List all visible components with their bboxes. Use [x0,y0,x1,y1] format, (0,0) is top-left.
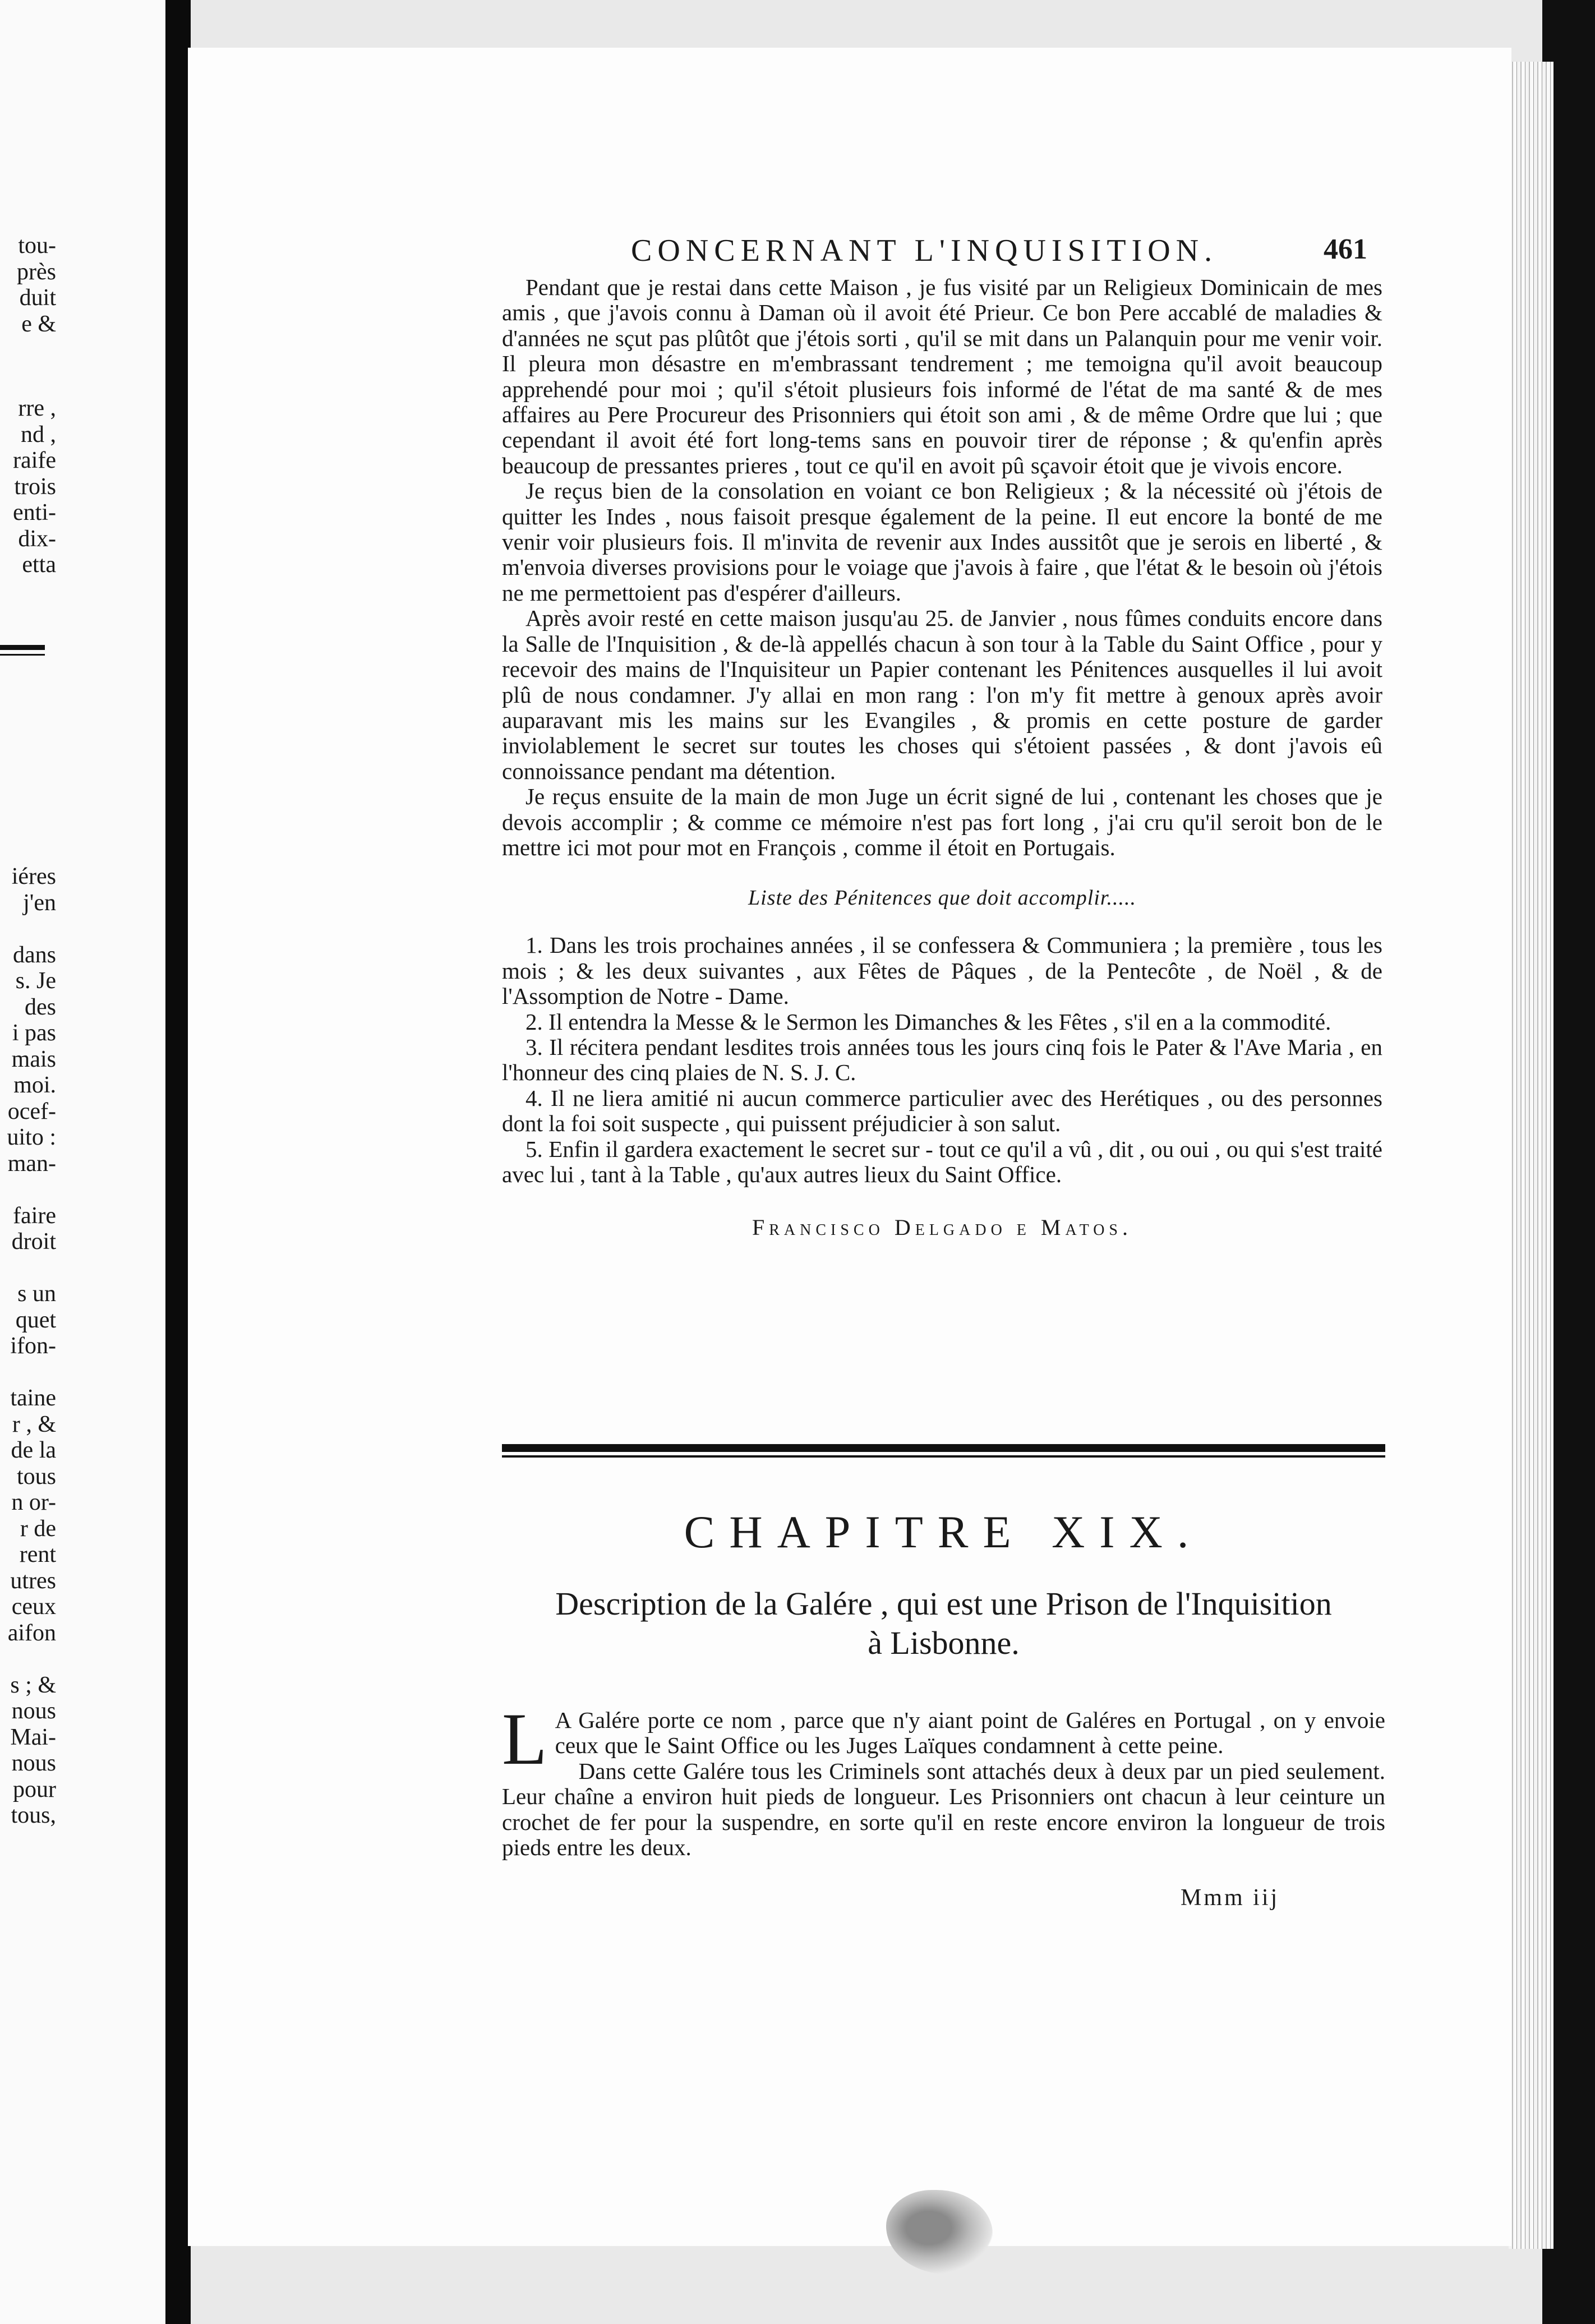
facing-line: dans [13,942,56,968]
facing-page-lines-top [0,233,56,337]
facing-line: près [17,259,56,285]
facing-line: n or- [11,1490,56,1515]
facing-page-fragment [0,0,168,2324]
page-edges [1509,62,1553,2249]
facing-line: rent [19,1542,56,1567]
chapter-title-line2: à Lisbonne. [868,1625,1020,1661]
facing-line: utres [10,1567,56,1594]
signature: Francisco Delgado e Matos. [752,1215,1132,1241]
penance-item: 2. Il entendra la Messe & le Sermon les Dimanches & les Fêtes , s'il en a la commodité. [525,1008,1331,1035]
facing-line: nd , [21,421,56,448]
facing-line: r de [20,1515,56,1542]
chapter-title-line1: Description de la Galére , qui est une Prison de l'Inquisition [555,1585,1332,1622]
facing-page-lines-mid [0,395,56,578]
facing-line: enti- [13,500,56,525]
chapter-body [502,1698,1385,1861]
facing-line: de la [11,1437,56,1463]
penance-item: 3. Il récitera pendant lesdites trois années tous les jours cinq fois le Pater & l'Ave Maria , en l'honneur des cinq plaies de N. S. J. C. [502,1034,1382,1086]
facing-line: j'en [23,889,56,916]
facing-line: s ; & [10,1672,56,1698]
facing-line: ifon- [10,1333,56,1359]
facing-line [0,1359,56,1386]
facing-line [0,916,56,942]
facing-line: ceux [11,1594,56,1620]
facing-line: nous [11,1698,56,1724]
facing-line: trois [14,473,56,500]
facing-line: duit [19,285,56,311]
paragraph: Pendant que je restai dans cette Maison , je fus visité par un Religieux Dominicain de mes amis , que j'avois connu à Daman où il avoit été Prieur. Ce bon Pere accablé de maladies & d'années ne sçut pas plûtôt que j'étois sorti , qu'il se mit dans un Palanquin pour me venir voir. Il pleura mon désastre en m'embrassant tendrement ; me temoigna qu'il avoit beaucoup apprehendé pour moi ; qu'il s'étoit plusieurs fois informé de l'état de ma santé & de mes affaires au Pere Procureur des Prisonniers qui étoit son ami , & de même Ordre que lui ; que cependant il avoit été fort long-tems sans en pouvoir tirer de réponse ; & qu'enfin après beaucoup de pressantes prieres , tout ce qu'il en avoit pû sçavoir étoit que je vivois encore. [502,274,1382,478]
signature-mark: Mmm iij [1181,1885,1280,1911]
facing-line [0,1255,56,1281]
facing-page-lines-lower [0,864,56,1829]
facing-line: s. Je [15,968,56,994]
facing-line: taine [10,1385,56,1411]
paragraph: Après avoir resté en cette maison jusqu'au 25. de Janvier , nous fûmes conduits encore dans la Salle de l'Inquisition , & de-là appellés chacun à son tour à la Table du Saint Office , pour y recevoir des mains de l'Inquisiteur un Papier contenant les Pénitences ausquelles il lui avoit plû de nous condamner. J'y allai en mon rang : l'on m'y fit mettre à genoux après avoir auparavant mis les mains sur les Evangiles , & promis en cette posture de garder inviolablement le secret sur toutes les choses qui s'étoient passées , & dont j'avois eû connoissance pendant ma détention. [502,605,1382,784]
facing-line: rre , [18,395,56,421]
facing-line [0,1177,56,1203]
facing-line [0,1646,56,1672]
facing-line: i pas [12,1020,56,1046]
facing-line: moi. [13,1072,56,1098]
facing-line: pour [13,1776,56,1802]
penance-item: 1. Dans les trois prochaines années , il se confessera & Communiera ; la première , tous les mois ; & les deux suivantes , aux Fêtes de Pâques , de la Pentecôte , de Noël , & de l'Assomption de Notre - Dame. [502,932,1382,1009]
facing-line: Mai- [10,1724,56,1750]
page-text [502,275,1382,1241]
running-head: CONCERNANT L'INQUISITION. [631,233,1218,268]
facing-line: mais [11,1046,56,1072]
facing-line: nous [11,1750,56,1776]
facing-line: ocef- [7,1098,56,1124]
book-page [188,48,1511,2246]
facing-line: e & [21,311,56,337]
paragraph: Je reçus ensuite de la main de mon Juge un écrit signé de lui , contenant les choses que je devois accomplir ; & comme ce mémoire n'est pas fort long , j'ai cru qu'il seroit bon de le mettre ici mot pour mot en François , comme il étoit en Portugais. [502,783,1382,860]
chapter-paragraph-1-text: A Galére porte ce nom , parce que n'y aiant point de Galéres en Portugal , on y envoie ceux que le Saint Office ou les Juges Laïques condamnent à cette peine. [555,1707,1385,1759]
penance-item: 4. Il ne liera amitié ni aucun commerce particulier avec des Herétiques , ou des personnes dont la foi soit suspecte , qui puissent préjudicier à son salut. [502,1085,1382,1137]
facing-line: tous, [11,1802,56,1828]
facing-line: raife [13,448,56,473]
facing-line: droit [11,1229,56,1255]
facing-line: dix- [18,525,56,552]
facing-line: r , & [12,1411,56,1437]
penance-item: 5. Enfin il gardera exactement le secret sur - tout ce qu'il a vû , dit , ou oui , ou qui s'est traité avec lui , tant à la Table , qu'aux autres lieux du Saint Office. [502,1136,1382,1187]
facing-line: man- [7,1150,56,1177]
facing-page-rule-thin [0,654,45,656]
facing-page-rule [0,645,45,650]
facing-line: etta [22,552,56,578]
chapter-paragraph-1 [502,1698,1385,1780]
gutter-shadow [165,0,191,2324]
facing-line: quet [15,1307,56,1333]
chapter-title [502,1584,1385,1663]
drop-cap: L [502,1698,547,1780]
chapter-heading: CHAPITRE XIX. [684,1506,1204,1557]
facing-line: faire [13,1202,56,1229]
paragraph: Je reçus bien de la consolation en voiant ce bon Religieux ; & la nécessité où j'étois de quitter les Indes , nous faisoit presque également de la peine. Il eut encore la bonté de me venir voir plusieurs fois. Il m'invita de revenir aux Indes aussitôt que je serois en liberté , & m'envoia diverses provisions pour le voiage que j'avois à faire , que l'état & le besoin où j'étois ne me permettoient pas d'espérer d'ailleurs. [502,478,1382,606]
facing-line: s un [17,1281,56,1307]
facing-line: uito : [7,1124,56,1150]
chapter-paragraph-2: Dans cette Galére tous les Criminels sont attachés deux à deux par un pied seulement. Leur chaîne a environ huit pieds de longueur. Les Prisonniers ont chacun à leur ceinture un crochet de fer pour la suspendre, en sorte qu'il en reste encore environ la longueur de trois pieds entre les deux. [502,1758,1385,1861]
facing-line: tous [16,1463,56,1490]
facing-line: iéres [11,864,56,889]
facing-line: aifon [7,1620,56,1646]
facing-line: tou- [18,233,56,259]
page-number: 461 [1324,233,1367,265]
facing-line: des [25,994,56,1020]
chapter-rule [502,1444,1385,1452]
list-title: Liste des Pénitences que doit accomplir..... [748,886,1136,910]
chapter-rule-thin [502,1455,1385,1458]
